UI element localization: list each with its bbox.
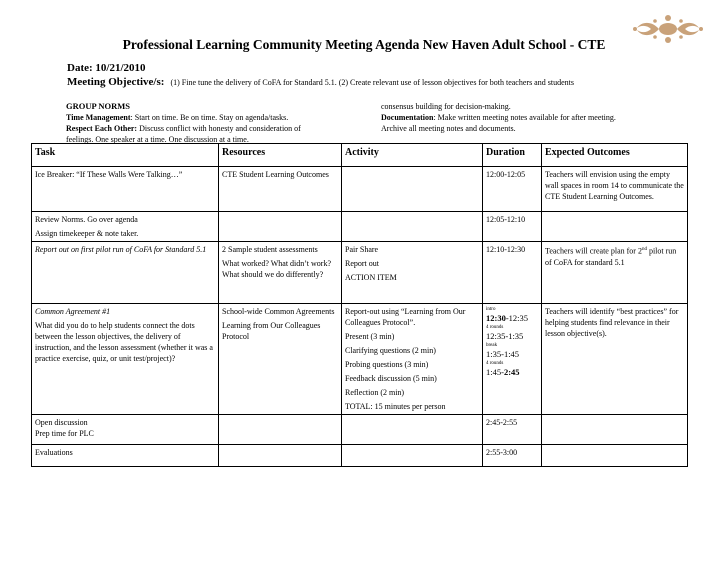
norm-time-management: Time Management: Start on time. Be on time. Stay on agenda/tasks. [66,113,289,122]
outcomes-cell [542,212,688,242]
objective-label: Meeting Objective/s: [67,76,165,88]
activity-cell [342,212,483,242]
duration-cell: 2:45-2:55 [483,415,542,445]
resources-cell [219,445,342,467]
resources-cell [219,212,342,242]
table-row [32,167,688,212]
duration-cell: 12:00-12:05 [483,167,542,212]
norm-respect-continued: feelings. One speaker at a time. One discussion at a time. [66,135,249,144]
meeting-date: Date: 10/21/2010 [67,62,146,74]
table-row [32,304,688,415]
outcomes-cell: Teachers will identify “best practices” for helping students find relevance in their lesson objective(s). [542,304,688,415]
duration-cell: 12:05-12:10 [483,212,542,242]
table-header-row [32,144,688,167]
resources-cell: CTE Student Learning Outcomes [219,167,342,212]
outcomes-cell [542,445,688,467]
activity-cell [342,415,483,445]
outcomes-cell: Teachers will envision using the empty wall spaces in room 14 to communicate the CTE Student Learning Outcomes. [542,167,688,212]
duration-cell: intro 12:30-12:35 4 rounds 12:35-1:35 break 1:35-1:45 4 rounds 1:45-2:45 [483,304,542,415]
group-norms-right [381,101,681,134]
task-cell: Review Norms. Go over agenda Assign timekeeper & note taker. [32,212,219,242]
outcomes-cell: Teachers will create plan for 2nd pilot run of CoFA for standard 5.1 [542,242,688,304]
duration-cell: 12:10-12:30 [483,242,542,304]
table-row [32,242,688,304]
task-cell: Ice Breaker: “If These Walls Were Talking…” [32,167,219,212]
task-cell: Report out on first pilot run of CoFA for Standard 5.1 [32,242,219,304]
group-norms-left [66,101,366,145]
header-outcomes: Expected Outcomes [542,144,688,167]
duration-cell: 2:55-3:00 [483,445,542,467]
activity-cell [342,167,483,212]
resources-cell: 2 Sample student assessments What worked? What didn’t work? What should we do differently? [219,242,342,304]
norm-documentation: Documentation: Make written meeting notes available for after meeting. [381,113,616,122]
header-duration: Duration [483,144,542,167]
resources-cell: School-wide Common Agreements Learning from Our Colleagues Protocol [219,304,342,415]
resources-cell [219,415,342,445]
norm-archive: Archive all meeting notes and documents. [381,124,516,133]
header-activity: Activity [342,144,483,167]
outcomes-cell [542,415,688,445]
activity-cell: Pair Share Report out ACTION ITEM [342,242,483,304]
norm-consensus: consensus building for decision-making. [381,102,511,111]
header-task: Task [32,144,219,167]
activity-cell [342,445,483,467]
activity-cell: Report-out using “Learning from Our Colleagues Protocol”. Present (3 min) Clarifying questions (2 min) Probing questions (3 min) Feedback discussion (5 min) Reflection (2 min) TOTAL: 15 minutes per person [342,304,483,415]
page-title: Professional Learning Community Meeting Agenda New Haven Adult School - CTE [122,37,606,52]
header-resources: Resources [219,144,342,167]
task-cell: Open discussion Prep time for PLC [32,415,219,445]
objective-text: (1) Fine tune the delivery of CoFA for Standard 5.1. (2) Create relevant use of lesson objectives for both teachers and students [170,78,574,87]
norm-respect: Respect Each Other: Discuss conflict with honesty and consideration of [66,124,301,133]
task-cell: Evaluations [32,445,219,467]
table-row [32,212,688,242]
table-row [32,445,688,467]
meeting-objective [67,76,574,88]
table-row [32,415,688,445]
agenda-table [31,143,688,467]
task-cell: Common Agreement #1 What did you do to help students connect the dots between the lesson objectives, the delivery of instruction, and the lesson assessment (whether it was a practice exercise, quiz, or unit test/project)? [32,304,219,415]
group-norms-title: GROUP NORMS [66,101,130,111]
